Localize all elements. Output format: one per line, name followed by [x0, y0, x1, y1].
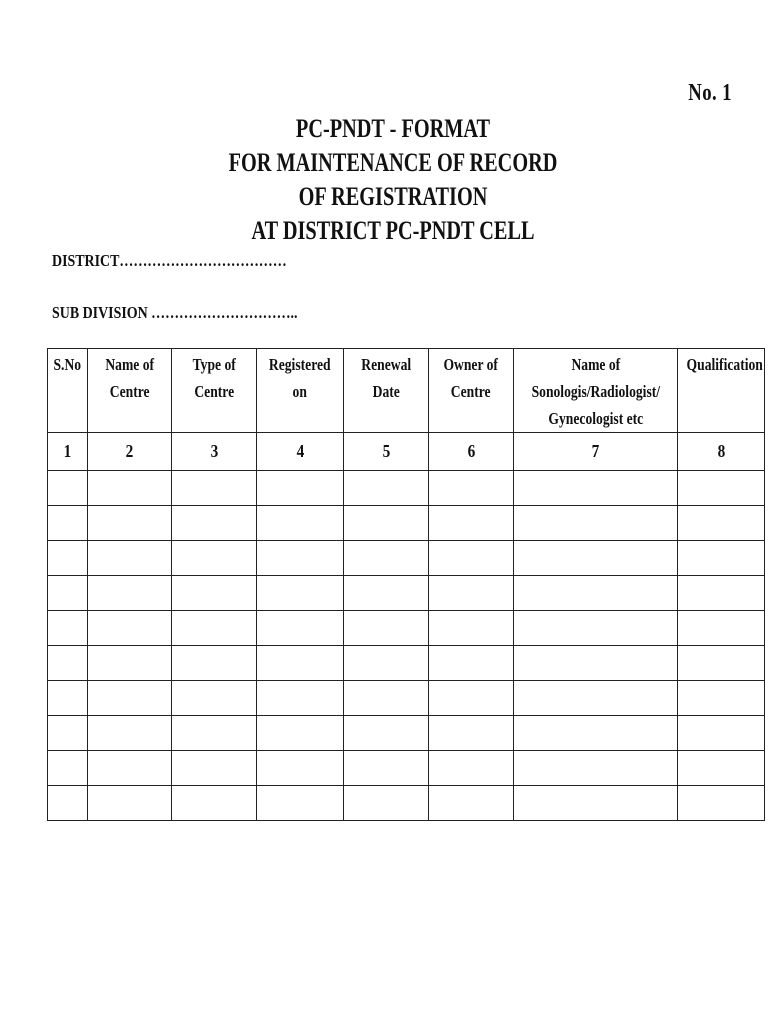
table-cell — [87, 751, 171, 786]
table-cell — [513, 681, 678, 716]
table-cell — [48, 681, 88, 716]
table-cell — [172, 751, 257, 786]
table-cell — [513, 716, 678, 751]
column-header-name-of-centre: Name of Centre — [87, 349, 171, 433]
table-cell — [513, 786, 678, 821]
table-cell — [172, 611, 257, 646]
table-cell — [429, 646, 513, 681]
table-cell — [48, 751, 88, 786]
table-cell — [343, 681, 428, 716]
table-cell — [343, 506, 428, 541]
table-cell — [678, 751, 765, 786]
table-cell — [343, 471, 428, 506]
table-cell — [48, 541, 88, 576]
table-cell — [48, 611, 88, 646]
table-row — [48, 646, 765, 681]
table-cell — [48, 506, 88, 541]
table-cell — [87, 611, 171, 646]
table-cell — [678, 506, 765, 541]
table-cell — [172, 716, 257, 751]
table-cell — [172, 576, 257, 611]
table-cell — [87, 541, 171, 576]
table-cell — [257, 716, 343, 751]
column-header-sno: S.No — [48, 349, 88, 433]
title-line: AT DISTRICT PC-PNDT CELL — [251, 216, 535, 245]
table-cell — [343, 541, 428, 576]
table-cell — [429, 751, 513, 786]
table-cell — [87, 471, 171, 506]
column-number: 3 — [172, 433, 257, 471]
table-cell — [87, 786, 171, 821]
column-header-renewal-date: Renewal Date — [343, 349, 428, 433]
title-line: OF REGISTRATION — [298, 182, 488, 211]
column-number: 4 — [257, 433, 343, 471]
column-number: 5 — [343, 433, 428, 471]
table-cell — [513, 611, 678, 646]
table-cell — [87, 576, 171, 611]
table-cell — [87, 681, 171, 716]
table-cell — [429, 716, 513, 751]
table-cell — [48, 716, 88, 751]
table-cell — [343, 716, 428, 751]
table-cell — [257, 506, 343, 541]
table-cell — [678, 471, 765, 506]
table-cell — [172, 786, 257, 821]
column-header-qualification: Qualification — [678, 349, 765, 433]
table-cell — [678, 611, 765, 646]
table-cell — [513, 646, 678, 681]
table-row — [48, 471, 765, 506]
table-cell — [513, 506, 678, 541]
table-row — [48, 611, 765, 646]
table-cell — [48, 576, 88, 611]
table-cell — [513, 541, 678, 576]
sub-division-field: SUB DIVISION ………………………….. — [52, 303, 298, 322]
table-cell — [48, 646, 88, 681]
table-header-row — [48, 349, 765, 433]
table-cell — [513, 576, 678, 611]
table-row — [48, 681, 765, 716]
table-cell — [678, 576, 765, 611]
form-number: No. 1 — [688, 80, 732, 106]
table-cell — [429, 681, 513, 716]
column-header-type-of-centre: Type of Centre — [172, 349, 257, 433]
table-cell — [343, 786, 428, 821]
table-cell — [429, 786, 513, 821]
table-row — [48, 751, 765, 786]
table-cell — [257, 646, 343, 681]
table-cell — [87, 716, 171, 751]
table-cell — [48, 786, 88, 821]
table-cell — [172, 681, 257, 716]
table-cell — [343, 646, 428, 681]
registration-table — [47, 348, 765, 821]
table-cell — [678, 681, 765, 716]
table-cell — [429, 506, 513, 541]
table-row — [48, 786, 765, 821]
table-cell — [513, 751, 678, 786]
table-cell — [257, 541, 343, 576]
table-cell — [257, 576, 343, 611]
table-row — [48, 506, 765, 541]
table-cell — [48, 471, 88, 506]
table-row — [48, 576, 765, 611]
table-cell — [678, 716, 765, 751]
table-cell — [678, 646, 765, 681]
table-cell — [429, 471, 513, 506]
title-line: FOR MAINTENANCE OF RECORD — [228, 148, 558, 177]
table-cell — [172, 471, 257, 506]
table-cell — [172, 541, 257, 576]
column-header-owner-of-centre: Owner of Centre — [429, 349, 513, 433]
table-cell — [257, 786, 343, 821]
table-cell — [678, 541, 765, 576]
table-cell — [172, 506, 257, 541]
column-number: 8 — [678, 433, 765, 471]
table-cell — [87, 506, 171, 541]
column-number: 7 — [513, 433, 678, 471]
column-header-name-of-sonologist: Name of Sonologis/Radiologist/ Gynecologist etc — [513, 349, 678, 433]
table-cell — [257, 471, 343, 506]
table-cell — [257, 751, 343, 786]
column-number: 2 — [87, 433, 171, 471]
table-cell — [429, 541, 513, 576]
title-line: PC-PNDT - FORMAT — [295, 114, 491, 143]
table-cell — [343, 576, 428, 611]
table-cell — [343, 611, 428, 646]
table-row — [48, 541, 765, 576]
table-cell — [429, 611, 513, 646]
column-header-registered-on: Registered on — [257, 349, 343, 433]
table-cell — [172, 646, 257, 681]
table-cell — [513, 471, 678, 506]
table-cell — [343, 751, 428, 786]
table-cell — [257, 611, 343, 646]
district-field: DISTRICT……………………………… — [52, 251, 287, 270]
table-cell — [678, 786, 765, 821]
column-number-row — [48, 433, 765, 471]
table-cell — [257, 681, 343, 716]
table-row — [48, 716, 765, 751]
form-title — [0, 112, 768, 248]
table-cell — [87, 646, 171, 681]
table-cell — [429, 576, 513, 611]
column-number: 6 — [429, 433, 513, 471]
column-number: 1 — [48, 433, 88, 471]
